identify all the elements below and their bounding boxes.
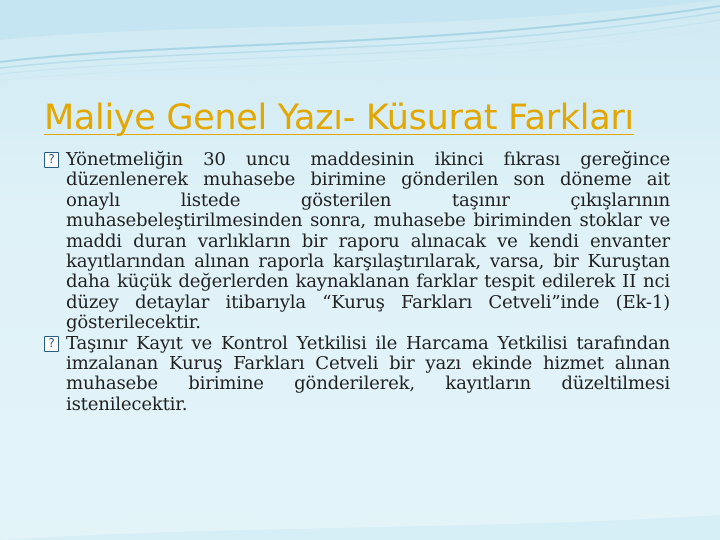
paragraph-2-text: Taşınır Kayıt ve Kontrol Yetkilisi ile Harcama Yetkilisi tarafından imzalanan Kuruş Farkları Cetveli bir yazı ekinde hizmet alınan muhasebe birimine gönderilerek, kayıtların düzeltilmesi istenilecektir.	[66, 332, 670, 415]
bullet-icon: ?	[44, 336, 59, 352]
bullet-icon: ?	[44, 152, 59, 168]
slide-title: Maliye Genel Yazı- Küsurat Farkları	[44, 98, 634, 138]
paragraph-2	[44, 334, 670, 416]
paragraph-1-text: Yönetmeliğin 30 uncu maddesinin ikinci fıkrası gereğince düzenlenerek muhasebe birimine gönderilen son döneme ait onaylı listede gösterilen taşınır çıkışlarının muhasebeleştirilmesinden sonra, muhasebe biriminden stoklar ve maddi duran varlıkların bir raporu alınacak ve kendi envanter kayıtlarından alınan raporla karşılaştırılarak, varsa, bir Kuruştan daha küçük değerlerden kaynaklanan farklar tespit edilerek II nci düzey detaylar itibarıyla “Kuruş Farkları Cetveli”inde (Ek-1) gösterilecektir.	[66, 149, 670, 334]
paragraph-1	[44, 150, 670, 334]
slide-body	[44, 150, 670, 415]
